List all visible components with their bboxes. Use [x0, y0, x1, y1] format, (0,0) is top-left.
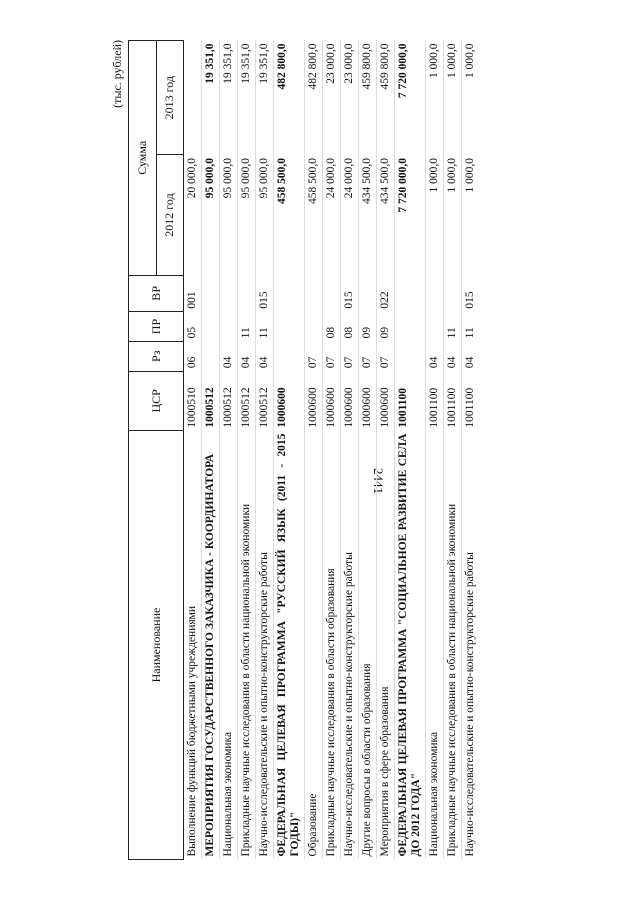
- table-row: [256, 41, 274, 860]
- table-row: [305, 41, 323, 860]
- page-number: 2441: [371, 468, 386, 494]
- table-row: [341, 41, 359, 860]
- cell-name: Другие вопросы в области образования: [359, 431, 377, 860]
- cell-name: Мероприятия в сфере образования: [377, 431, 395, 860]
- cell-csr: 1000600: [274, 371, 305, 430]
- cell-vr: [323, 275, 341, 312]
- cell-2012: 1 000,0: [462, 155, 480, 275]
- cell-rz: 06: [184, 341, 202, 371]
- cell-name: Образование: [305, 431, 323, 860]
- cell-name: Национальная экономика: [220, 431, 238, 860]
- cell-pr: 05: [184, 312, 202, 342]
- cell-csr: 1000600: [341, 371, 359, 430]
- cell-2013: 19 351,0: [220, 41, 238, 155]
- cell-rz: 04: [426, 341, 444, 371]
- cell-2012: 434 500,0: [377, 155, 395, 275]
- cell-rz: [274, 341, 305, 371]
- cell-pr: [220, 312, 238, 342]
- cell-vr: 015: [256, 275, 274, 312]
- cell-2013: 23 000,0: [323, 41, 341, 155]
- cell-rz: [395, 341, 426, 371]
- table-row: [220, 41, 238, 860]
- cell-rz: [202, 341, 220, 371]
- cell-vr: [444, 275, 462, 312]
- cell-pr: [274, 312, 305, 342]
- table-row: [274, 41, 305, 860]
- header-rz: Рз: [129, 341, 184, 371]
- cell-2012: 24 000,0: [323, 155, 341, 275]
- cell-rz: 07: [323, 341, 341, 371]
- cell-vr: [220, 275, 238, 312]
- cell-csr: 1000600: [305, 371, 323, 430]
- cell-name: Научно-исследовательские и опытно-конструкторские работы: [341, 431, 359, 860]
- cell-csr: 1000512: [220, 371, 238, 430]
- cell-vr: 015: [341, 275, 359, 312]
- cell-rz: 07: [377, 341, 395, 371]
- table-row: [426, 41, 444, 860]
- cell-pr: [426, 312, 444, 342]
- cell-2013: 459 800,0: [359, 41, 377, 155]
- cell-2013: 19 351,0: [202, 41, 220, 155]
- cell-2013: [184, 41, 202, 155]
- cell-2012: 95 000,0: [256, 155, 274, 275]
- header-csr: ЦСР: [129, 371, 184, 430]
- cell-2013: 19 351,0: [238, 41, 256, 155]
- table-body: [184, 41, 480, 860]
- cell-name: Научно-исследовательские и опытно-конструкторские работы: [256, 431, 274, 860]
- cell-vr: [395, 275, 426, 312]
- cell-2012: 458 500,0: [305, 155, 323, 275]
- cell-2012: 434 500,0: [359, 155, 377, 275]
- cell-name: ФЕДЕРАЛЬНАЯ ЦЕЛЕВАЯ ПРОГРАММА "СОЦИАЛЬНОЕ РАЗВИТИЕ СЕЛА ДО 2012 ГОДА": [395, 431, 426, 860]
- cell-pr: 08: [323, 312, 341, 342]
- cell-2013: 1 000,0: [426, 41, 444, 155]
- table-row: [462, 41, 480, 860]
- cell-csr: 1000510: [184, 371, 202, 430]
- cell-pr: 11: [256, 312, 274, 342]
- table-row: [395, 41, 426, 860]
- cell-2012: 1 000,0: [444, 155, 462, 275]
- cell-vr: 015: [462, 275, 480, 312]
- table-row: [359, 41, 377, 860]
- table-row: [238, 41, 256, 860]
- cell-pr: [395, 312, 426, 342]
- cell-name: Прикладные научные исследования в области образования: [323, 431, 341, 860]
- cell-name: Национальная экономика: [426, 431, 444, 860]
- cell-2012: 20 000,0: [184, 155, 202, 275]
- table-row: [202, 41, 220, 860]
- cell-2013: 482 800,0: [305, 41, 323, 155]
- cell-name: Выполнение функций бюджетными учреждениями: [184, 431, 202, 860]
- cell-csr: 1001100: [462, 371, 480, 430]
- cell-pr: 11: [444, 312, 462, 342]
- header-vr: ВР: [129, 275, 184, 312]
- cell-csr: 1000600: [323, 371, 341, 430]
- cell-name: МЕРОПРИЯТИЯ ГОСУДАРСТВЕННОГО ЗАКАЗЧИКА - КООРДИНАТОРА: [202, 431, 220, 860]
- cell-csr: 1000512: [202, 371, 220, 430]
- cell-2012: 24 000,0: [341, 155, 359, 275]
- cell-pr: [202, 312, 220, 342]
- cell-vr: 001: [184, 275, 202, 312]
- cell-csr: 1000600: [359, 371, 377, 430]
- cell-rz: 04: [220, 341, 238, 371]
- cell-2013: 459 800,0: [377, 41, 395, 155]
- cell-vr: 022: [377, 275, 395, 312]
- cell-2013: 23 000,0: [341, 41, 359, 155]
- cell-csr: 1001100: [426, 371, 444, 430]
- cell-vr: [305, 275, 323, 312]
- cell-csr: 1000600: [377, 371, 395, 430]
- rotated-document: [110, 40, 640, 860]
- cell-2012: 95 000,0: [202, 155, 220, 275]
- cell-pr: 09: [359, 312, 377, 342]
- cell-2013: 1 000,0: [444, 41, 462, 155]
- cell-2012: 95 000,0: [238, 155, 256, 275]
- cell-2013: 19 351,0: [256, 41, 274, 155]
- cell-2013: 482 800,0: [274, 41, 305, 155]
- cell-2013: 7 720 000,0: [395, 41, 426, 155]
- unit-label: (тыс. рублей): [110, 40, 124, 108]
- cell-csr: 1001100: [395, 371, 426, 430]
- cell-csr: 1000512: [238, 371, 256, 430]
- cell-name: Научно-исследовательские и опытно-конструкторские работы: [462, 431, 480, 860]
- cell-rz: 07: [359, 341, 377, 371]
- table-row: [184, 41, 202, 860]
- header-pr: ПР: [129, 312, 184, 342]
- cell-vr: [238, 275, 256, 312]
- cell-rz: 04: [444, 341, 462, 371]
- cell-2012: 458 500,0: [274, 155, 305, 275]
- header-sum: Сумма: [129, 41, 157, 276]
- cell-vr: [274, 275, 305, 312]
- cell-2012: 95 000,0: [220, 155, 238, 275]
- table-row: [377, 41, 395, 860]
- cell-pr: 11: [238, 312, 256, 342]
- cell-2013: 1 000,0: [462, 41, 480, 155]
- header-2012: 2012 год: [156, 155, 184, 275]
- cell-csr: 1000512: [256, 371, 274, 430]
- cell-pr: 11: [462, 312, 480, 342]
- table-row: [444, 41, 462, 860]
- cell-vr: [202, 275, 220, 312]
- budget-table: [128, 40, 479, 860]
- table-row: [323, 41, 341, 860]
- header-name: Наименование: [129, 431, 184, 860]
- cell-pr: [305, 312, 323, 342]
- cell-name: Прикладные научные исследования в области национальной экономики: [238, 431, 256, 860]
- cell-name: ФЕДЕРАЛЬНАЯ ЦЕЛЕВАЯ ПРОГРАММА "РУССКИЙ ЯЗЫК (2011 - 2015 ГОДЫ)": [274, 431, 305, 860]
- cell-pr: 08: [341, 312, 359, 342]
- cell-pr: 09: [377, 312, 395, 342]
- cell-vr: [426, 275, 444, 312]
- cell-rz: 07: [341, 341, 359, 371]
- cell-rz: 04: [238, 341, 256, 371]
- cell-2012: 7 720 000,0: [395, 155, 426, 275]
- header-2013: 2013 год: [156, 41, 184, 155]
- cell-rz: 04: [256, 341, 274, 371]
- cell-rz: 07: [305, 341, 323, 371]
- cell-2012: 1 000,0: [426, 155, 444, 275]
- cell-vr: [359, 275, 377, 312]
- cell-name: Прикладные научные исследования в области национальной экономики: [444, 431, 462, 860]
- cell-csr: 1001100: [444, 371, 462, 430]
- cell-rz: 04: [462, 341, 480, 371]
